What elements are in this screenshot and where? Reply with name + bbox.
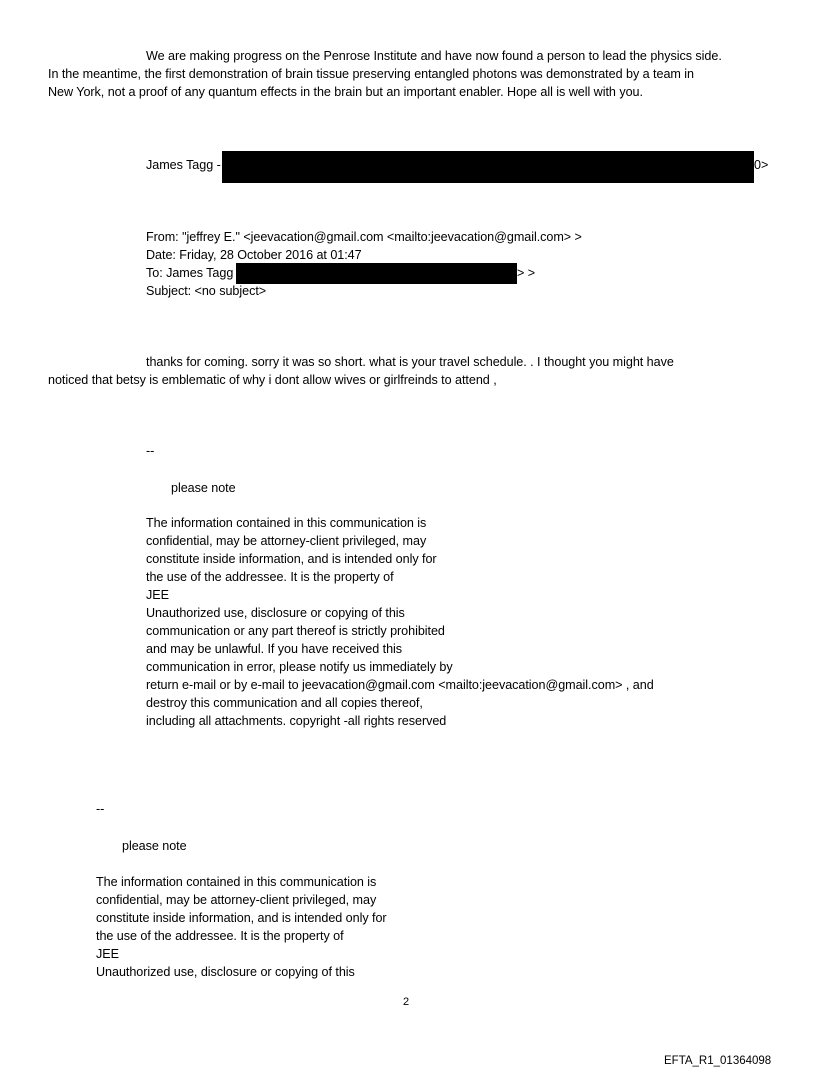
disclaimer-1-line: communication in error, please notify us immediately by [146,660,453,674]
signature-tail: 0> [754,158,769,172]
disclaimer-1-line: including all attachments. copyright -all rights reserved [146,714,447,728]
disclaimer-2-heading: please note [122,839,187,853]
header-to: To: James Tagg [146,266,234,280]
redaction-box-signature [222,151,754,183]
redaction-box-to [236,263,517,284]
disclaimer-2-line: confidential, may be attorney-client privileged, may [96,893,377,907]
header-date: Date: Friday, 28 October 2016 at 01:47 [146,248,362,262]
disclaimer-1-line: destroy this communication and all copies thereof, [146,696,423,710]
header-from: From: "jeffrey E." <jeevacation@gmail.com <mailto:jeevacation@gmail.com> > [146,230,582,244]
disclaimer-2-line: Unauthorized use, disclosure or copying of this [96,965,355,979]
disclaimer-1-heading: please note [171,481,236,495]
disclaimer-1-line: The information contained in this communication is [146,516,427,530]
disclaimer-1-line: constitute inside information, and is intended only for [146,552,437,566]
disclaimer-2-dashes: -- [96,802,105,816]
disclaimer-1-line: and may be unlawful. If you have received this [146,642,403,656]
intro-line-2: In the meantime, the first demonstration of brain tissue preserving entangled photons was demonstrated by a team in [48,67,694,81]
disclaimer-1-line: return e-mail or by e-mail to jeevacation@gmail.com <mailto:jeevacation@gmail.com> , and [146,678,654,692]
disclaimer-1-dashes: -- [146,444,155,458]
disclaimer-2-line: JEE [96,947,119,961]
header-subject: Subject: <no subject> [146,284,267,298]
intro-line-3: New York, not a proof of any quantum effects in the brain but an important enabler. Hope all is well with you. [48,85,643,99]
header-to-tail: > > [517,266,536,280]
disclaimer-2-line: The information contained in this communication is [96,875,377,889]
signature-name: James Tagg - [146,158,221,172]
page-number: 2 [403,996,410,1008]
disclaimer-1-line: JEE [146,588,169,602]
disclaimer-1-line: Unauthorized use, disclosure or copying of this [146,606,405,620]
message-line-1: thanks for coming. sorry it was so short. what is your travel schedule. . I thought you might have [146,355,674,369]
disclaimer-1-line: confidential, may be attorney-client privileged, may [146,534,427,548]
message-line-2: noticed that betsy is emblematic of why i dont allow wives or girlfreinds to attend , [48,373,497,387]
disclaimer-1-line: the use of the addressee. It is the property of [146,570,394,584]
bates-number: EFTA_R1_01364098 [664,1055,772,1067]
intro-line-1: We are making progress on the Penrose Institute and have now found a person to lead the physics side. [146,49,722,63]
disclaimer-2-line: the use of the addressee. It is the property of [96,929,344,943]
disclaimer-1-line: communication or any part thereof is strictly prohibited [146,624,445,638]
disclaimer-2-line: constitute inside information, and is intended only for [96,911,387,925]
